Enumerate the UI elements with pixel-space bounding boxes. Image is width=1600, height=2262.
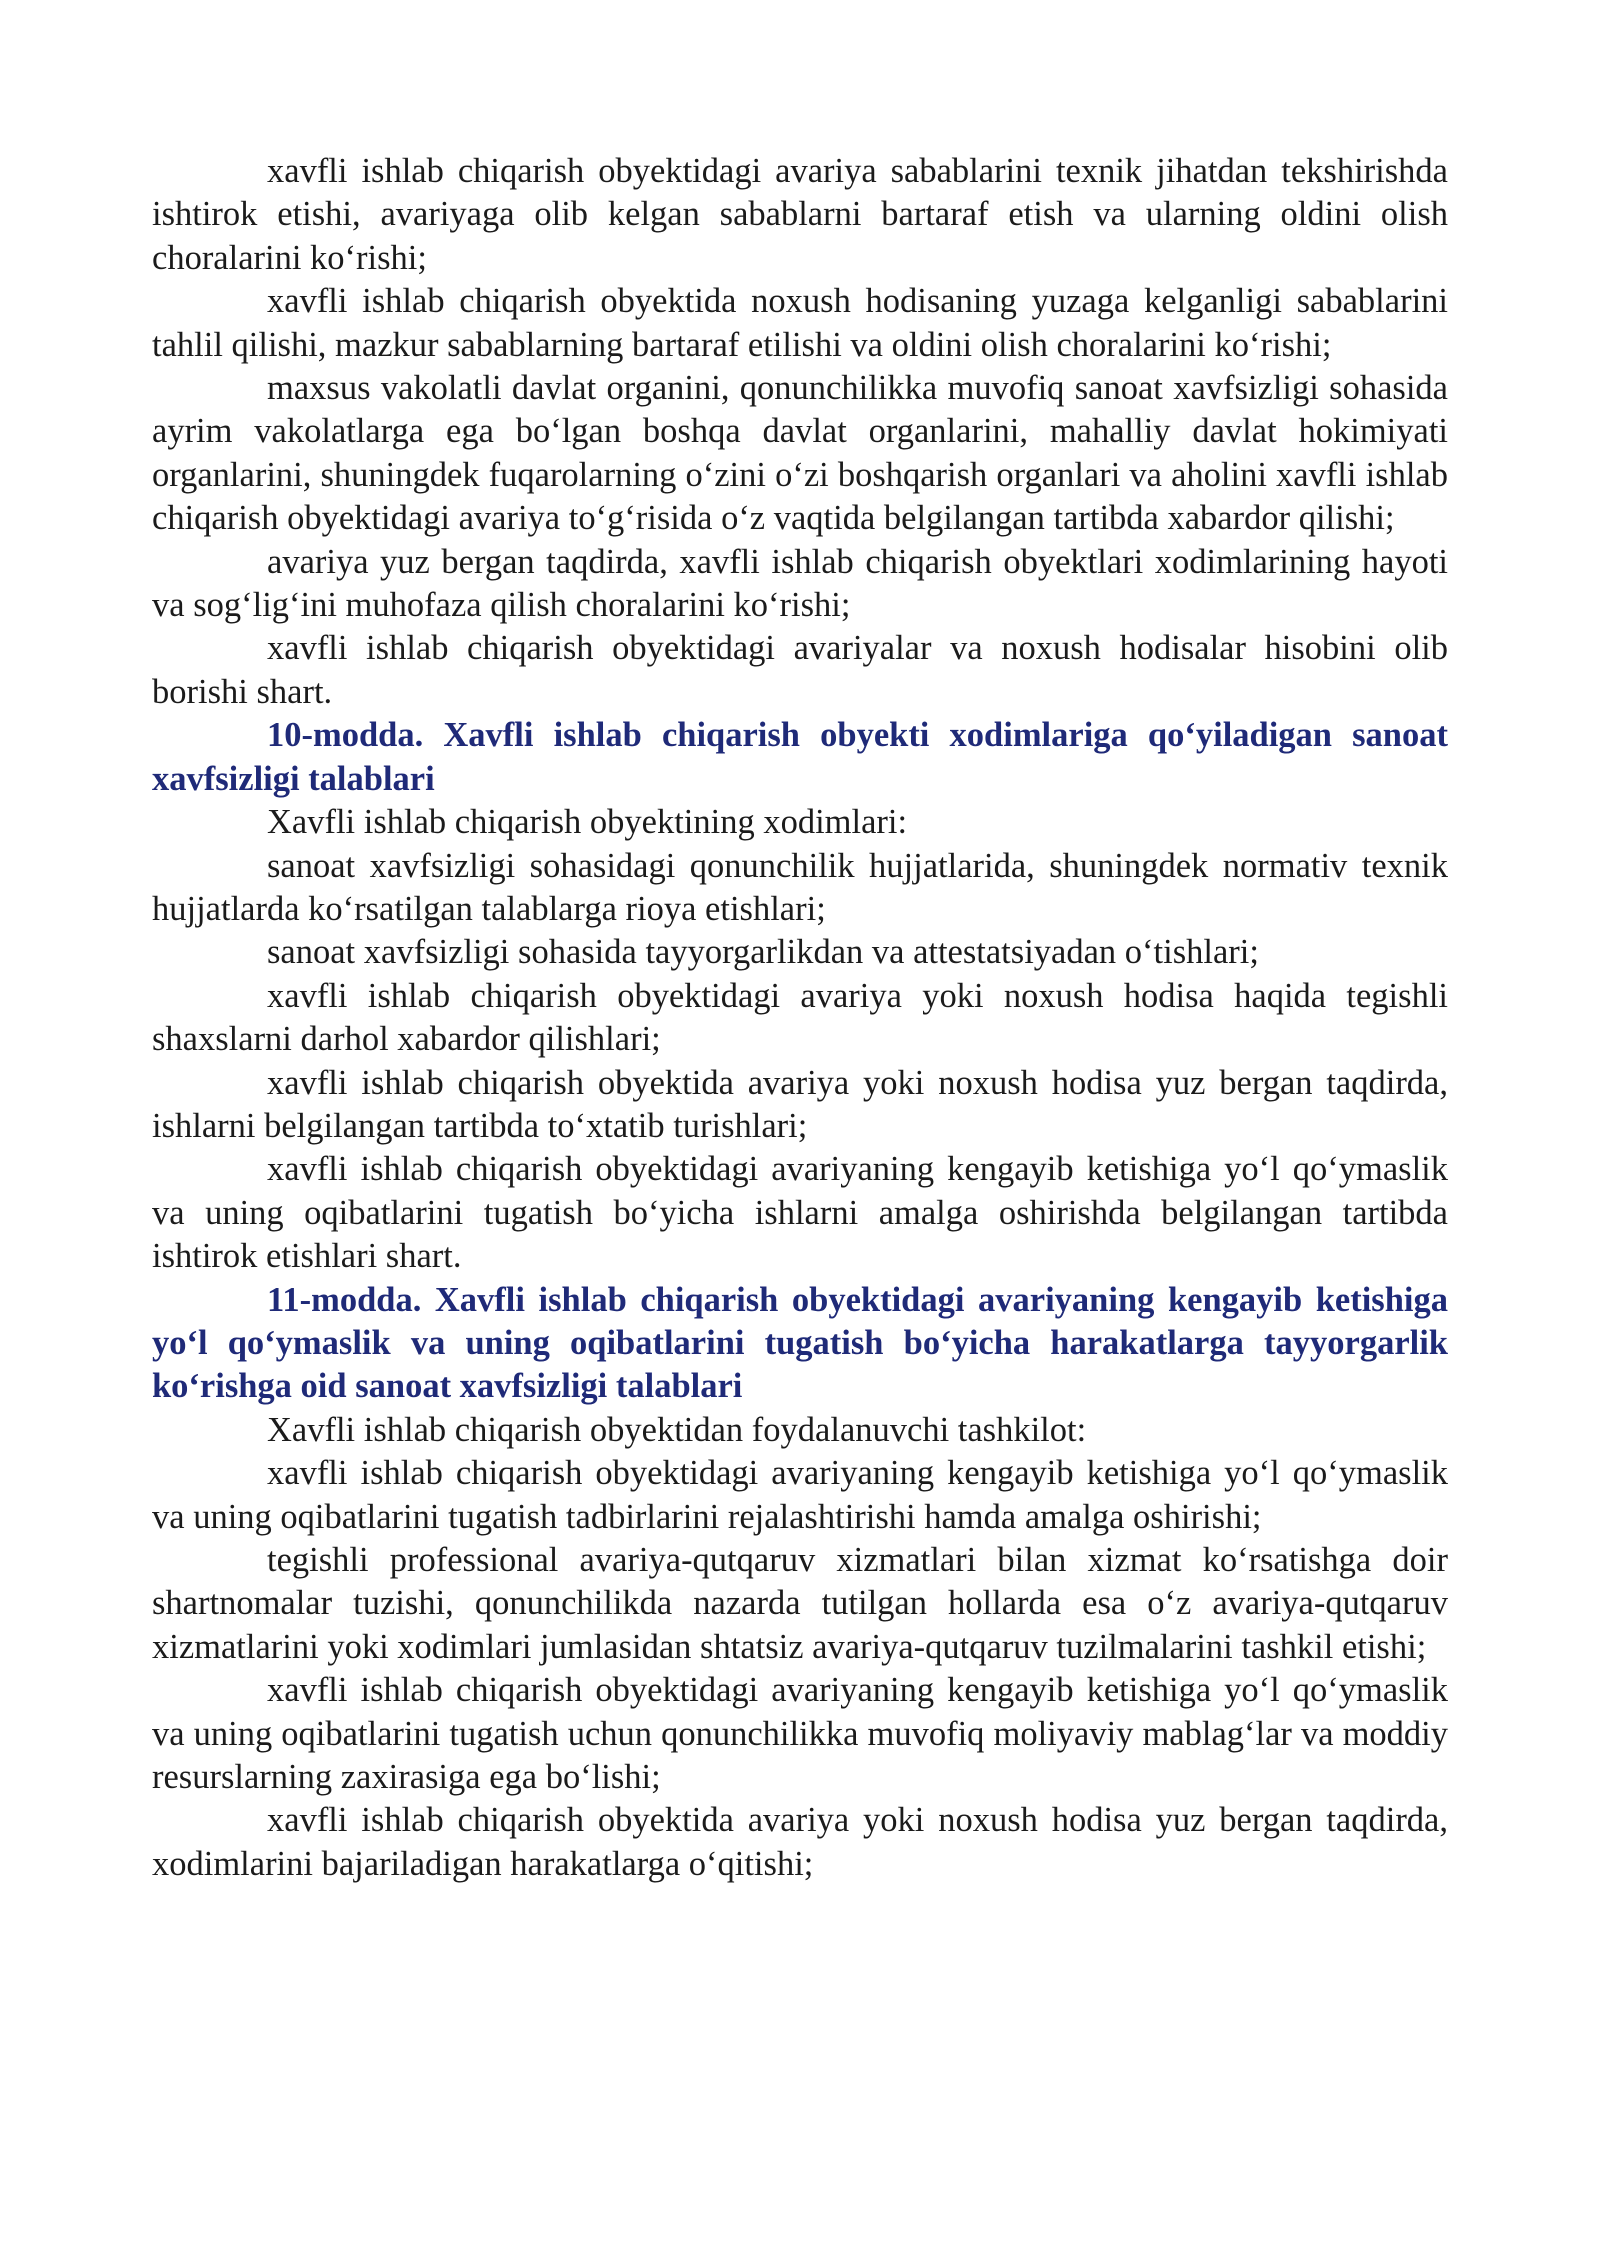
body-paragraph: tegishli professional avariya-qutqaruv xizmatlari bilan xizmat koʻrsatishga doir shartnomalar tuzishi, qonunchilikda nazarda tutilgan hollarda esa oʻz avariya-qutqaruv xizmatlarini yoki xodimlari jumlasidan shtatsiz avariya-qutqaruv tuzilmalarini tashkil etishi; [152,1541,1448,1666]
body-paragraph: xavfli ishlab chiqarish obyektida noxush hodisaning yuzaga kelganligi sabablarini tahlil qilishi, mazkur sabablarning bartaraf etilishi va oldini olish choralarini koʻrishi; [152,282,1448,364]
body-paragraph: avariya yuz bergan taqdirda, xavfli ishlab chiqarish obyektlari xodimlarining hayoti va sogʻligʻini muhofaza qilish choralarini koʻrishi; [152,542,1448,625]
body-paragraph: sanoat xavfsizligi sohasida tayyorgarlikdan va attestatsiyadan oʻtishlari; [267,933,1259,972]
article-heading-11: 11-modda. Xavfli ishlab chiqarish obyektidagi avariyaning kengayib ketishiga yoʻl qoʻymaslik va uning oqibatlarini tugatish boʻyicha harakatlarga tayyorgarlik koʻrishga oid sanoat xavfsizligi talablari [152,1280,1448,1406]
body-paragraph: Xavfli ishlab chiqarish obyektidan foydalanuvchi tashkilot: [267,1410,1087,1449]
body-paragraph: xavfli ishlab chiqarish obyektidagi avariya yoki noxush hodisa haqida tegishli shaxslarni darhol xabardor qilishlari; [152,976,1448,1059]
body-paragraph: xavfli ishlab chiqarish obyektidagi avariyalar va noxush hodisalar hisobini olib borishi shart. [152,629,1448,711]
body-paragraph: maxsus vakolatli davlat organini, qonunchilikka muvofiq sanoat xavfsizligi sohasida ayrim vakolatlarga ega boʻlgan boshqa davlat organlarini, mahalliy davlat hokimiyati organlarini, shuningdek fuqarolarning oʻzini oʻzi boshqarish organlari va aholini xavfli ishlab chiqarish obyektidagi avariya toʻgʻrisida oʻz vaqtida belgilangan tartibda xabardor qilishi; [152,369,1448,538]
body-paragraph: xavfli ishlab chiqarish obyektidagi avariyaning kengayib ketishiga yoʻl qoʻymaslik va uning oqibatlarini tugatish uchun qonunchilikka muvofiq moliyaviy mablagʻlar va moddiy resurslarning zaxirasiga ega boʻlishi; [152,1671,1448,1797]
article-heading-10: 10-modda. Xavfli ishlab chiqarish obyekti xodimlariga qoʻyiladigan sanoat xavfsizligi talablari [152,716,1448,798]
body-paragraph: xavfli ishlab chiqarish obyektidagi avariyaning kengayib ketishiga yoʻl qoʻymaslik va uning oqibatlarini tugatish tadbirlarini rejalashtirishi hamda amalga oshirishi; [152,1454,1448,1536]
body-paragraph: xavfli ishlab chiqarish obyektida avariya yoki noxush hodisa yuz bergan taqdirda, ishlarni belgilangan tartibda toʻxtatib turishlari; [152,1063,1448,1145]
body-paragraph: Xavfli ishlab chiqarish obyektining xodimlari: [267,803,908,842]
body-paragraph: sanoat xavfsizligi sohasidagi qonunchilik hujjatlarida, shuningdek normativ texnik hujjatlarda koʻrsatilgan talablarga rioya etishlari; [152,846,1448,928]
document-page [152,150,1448,1886]
body-paragraph: xavfli ishlab chiqarish obyektida avariya yoki noxush hodisa yuz bergan taqdirda, xodimlarini bajariladigan harakatlarga oʻqitishi; [152,1801,1448,1883]
body-paragraph: xavfli ishlab chiqarish obyektidagi avariyaning kengayib ketishiga yoʻl qoʻymaslik va uning oqibatlarini tugatish boʻyicha ishlarni amalga oshirishda belgilangan tartibda ishtirok etishlari shart. [152,1150,1448,1276]
body-paragraph: xavfli ishlab chiqarish obyektidagi avariya sabablarini texnik jihatdan tekshirishda ishtirok etishi, avariyaga olib kelgan sabablarni bartaraf etish va ularning oldini olish choralarini koʻrishi; [152,152,1448,277]
